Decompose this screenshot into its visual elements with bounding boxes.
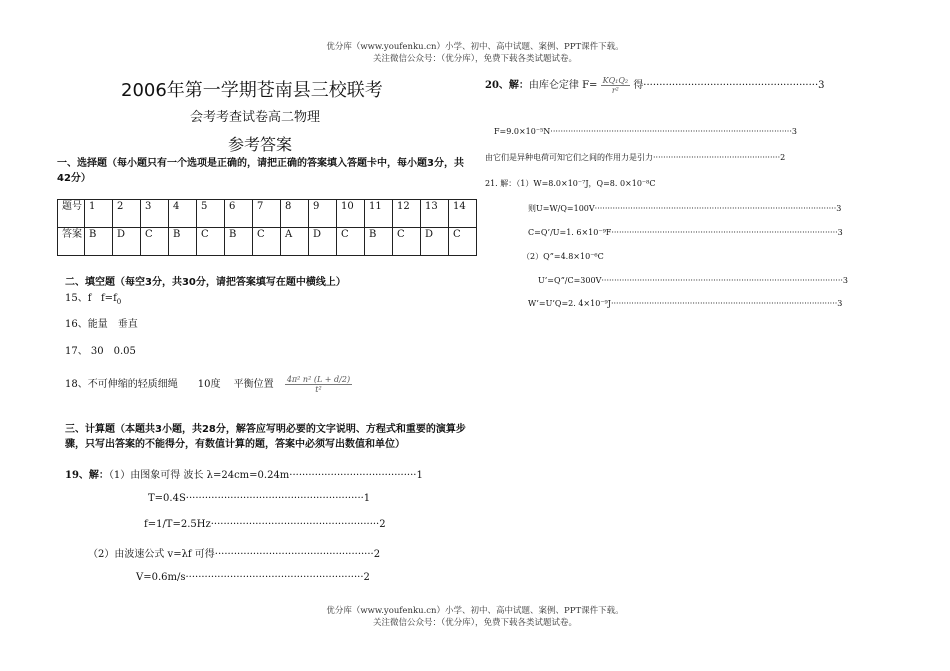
page-title: 2006年第一学期苍南县三校联考 [121, 80, 383, 101]
q18-answer [65, 375, 352, 394]
table-cell: 5 [197, 200, 225, 228]
table-cell: 11 [365, 200, 393, 228]
answer-table [57, 199, 477, 256]
table-cell: B [365, 228, 393, 256]
q20-formula-numerator: KQ₁Q₂ [602, 76, 629, 85]
table-cell: 13 [421, 200, 449, 228]
table-cell: C [449, 228, 477, 256]
q21-line-1: 21. 解：（1）W=8.0×10⁻⁷J，Q=8. 0×10⁻⁸C [485, 179, 656, 188]
q20-label: 20、解： [485, 80, 529, 91]
q15-answer [65, 289, 121, 306]
q18-text: 18、不可伸缩的轻质细绳 10度 平衡位置 [65, 379, 274, 390]
table-cell: C [337, 228, 365, 256]
q15-part-a: 15、f [65, 293, 92, 304]
row-label-number: 题号 [58, 200, 85, 228]
table-cell: A [281, 228, 309, 256]
table-cell: 6 [225, 200, 253, 228]
header-line-1: 优分库（www.youfenku.cn）小学、初中、高中试题、案例、PPT课件下载。 [326, 42, 624, 52]
table-cell: B [85, 228, 113, 256]
q20-line-1 [485, 76, 825, 95]
q21-line-6: W’=U’Q=2. 4×10⁻⁹J·························································································3 [528, 299, 843, 308]
table-cell: B [169, 228, 197, 256]
header-line-2: 关注微信公众号：（优分库），免费下载各类试题试卷。 [372, 54, 577, 64]
table-cell: D [421, 228, 449, 256]
table-row-answers [58, 228, 477, 256]
q19-step-1: （1）由图象可得 波长 λ=24cm=0.24m········································1 [108, 470, 423, 481]
q18-formula-denominator: t² [315, 385, 322, 394]
section3-heading: 三、计算题（本题共3小题，共28分，解答应写明必要的文字说明、方程式和重要的演算步骤，只写出答案的不能得分，有数值计算的题，答案中必须写出数值和单位） [65, 424, 466, 450]
q20-text-b: 得·······················································3 [633, 80, 825, 91]
q21-line-5: U’=Q”/C=300V·······························································································3 [538, 276, 849, 285]
section1-heading: 一、选择题（每小题只有一个选项是正确的，请把正确的答案填入答题卡中，每小题3分，共42分） [57, 158, 464, 184]
table-cell: 4 [169, 200, 197, 228]
q21-line-3: C=Q’/U=1. 6×10⁻⁹F·························································································3 [528, 228, 843, 237]
q21-line-4: （2）Q”=4.8×10⁻⁶C [522, 252, 604, 261]
table-cell: 7 [253, 200, 281, 228]
q20-formula-denominator: r² [611, 86, 619, 95]
table-cell: C [253, 228, 281, 256]
table-cell: C [393, 228, 421, 256]
q19-line-1 [65, 466, 423, 481]
table-cell: 9 [309, 200, 337, 228]
q18-formula-numerator: 4π² n² (L + d/2) [286, 375, 351, 384]
q15-part-b: f=f [100, 293, 117, 304]
q19-line-4: （2）由波速公式 v=λf 可得··················································2 [88, 549, 381, 560]
q16-answer: 16、能量 垂直 [65, 319, 138, 330]
q19-line-3: f=1/T=2.5Hz·····················································2 [144, 519, 386, 530]
q21-line-2: 则U=W/Q=100V·······························································································3 [528, 204, 842, 213]
table-cell: B [225, 228, 253, 256]
q20-line-2: F=9.0×10⁻⁵N·······························································································3 [494, 127, 797, 136]
answer-heading: 参考答案 [228, 135, 293, 154]
table-cell: 3 [141, 200, 169, 228]
table-cell: 12 [393, 200, 421, 228]
table-cell: C [141, 228, 169, 256]
q20-text-a: 由库仑定律 F= [528, 80, 598, 91]
table-cell: 10 [337, 200, 365, 228]
table-row-numbers [58, 200, 477, 228]
q19-line-2: T=0.4S························································1 [148, 493, 371, 504]
page-subtitle: 会考考查试卷高二物理 [190, 110, 321, 125]
table-cell: 1 [85, 200, 113, 228]
q17-answer: 17、 30 0.05 [65, 346, 136, 357]
q20-formula [601, 76, 631, 95]
q19-label: 19、解： [65, 470, 109, 481]
section2-heading: 二、填空题（每空3分，共30分，请把答案填写在题中横线上） [65, 277, 346, 288]
table-cell: C [197, 228, 225, 256]
row-label-answer: 答案 [58, 228, 85, 256]
q18-formula [285, 375, 352, 394]
q15-subscript: 0 [116, 298, 122, 306]
table-cell: 14 [449, 200, 477, 228]
table-cell: 2 [113, 200, 141, 228]
footer-line-2: 关注微信公众号：（优分库），免费下载各类试题试卷。 [372, 618, 577, 628]
table-cell: 8 [281, 200, 309, 228]
q19-line-5: V=0.6m/s························································2 [136, 572, 370, 583]
table-cell: D [113, 228, 141, 256]
q20-line-3: 由它们是异种电荷可知它们之间的作用力是引力··················································2 [485, 153, 786, 162]
footer-line-1: 优分库（www.youfenku.cn）小学、初中、高中试题、案例、PPT课件下载。 [326, 606, 624, 616]
table-cell: D [309, 228, 337, 256]
